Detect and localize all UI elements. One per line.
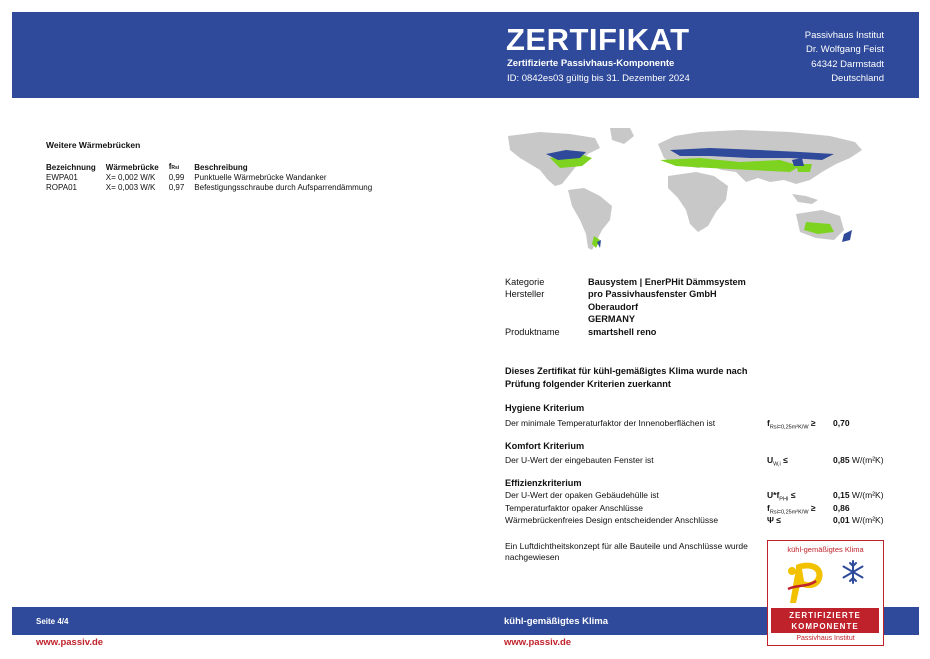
address-line: Deutschland (831, 72, 884, 84)
komfort-row (505, 455, 885, 467)
info-row-kategorie (505, 276, 746, 288)
info-row-produkt (505, 326, 746, 338)
criterion-symbol: $f_{Rsi=0,25m^2K/W}$ ≥ (767, 418, 816, 431)
cell-value: X= 0,003 W/K (105, 183, 156, 192)
info-value: Oberaudorf (588, 301, 639, 312)
seal-band (771, 608, 879, 633)
page-number: Seite 4/4 (36, 617, 69, 626)
thermal-bridges-table (46, 162, 382, 193)
info-label: Hersteller (505, 289, 545, 300)
info-row-hersteller-land (505, 313, 746, 325)
info-value: GERMANY (588, 314, 635, 325)
address-line: 64342 Darmstadt (811, 58, 884, 70)
certificate-title: ZERTIFIKAT (506, 22, 690, 57)
table-row (46, 183, 382, 193)
climate-world-map (500, 124, 872, 254)
hygiene-row (505, 418, 885, 430)
info-value: pro Passivhausfenster GmbH (588, 289, 717, 300)
criterion-desc: Der minimale Temperaturfaktor der Innenoberflächen ist (505, 418, 716, 428)
criterion-symbol: $f_{Rsi=0,25m^2K/W}$ ≥ (767, 503, 816, 516)
column-header: Wärmebrücke (105, 162, 159, 172)
criteria-section (505, 365, 885, 562)
column-header-sub: Rsi (171, 165, 180, 171)
cell-desc: Befestigungsschraube durch Aufsparrendämmung (194, 183, 373, 192)
efficiency-title: Effizienzkriterium (505, 478, 582, 488)
institute-address (805, 29, 884, 86)
efficiency-row-1 (505, 490, 885, 502)
criterion-desc: Temperaturfaktor opaker Anschlüsse (505, 503, 643, 513)
website-link-left[interactable]: www.passiv.de (36, 637, 104, 648)
product-info (505, 276, 746, 338)
column-header (169, 162, 195, 173)
cell-f: 0,97 (168, 183, 185, 192)
efficiency-row-2 (505, 503, 885, 515)
certification-seal (767, 540, 884, 646)
seal-institute: Passivhaus Institut (796, 635, 855, 642)
info-value: Bausystem | EnerPHit Dämmsystem (588, 277, 746, 287)
efficiency-row-3 (505, 515, 885, 527)
criterion-value: 0,01 W/(m²K) (833, 515, 884, 525)
certificate-subtitle: Zertifizierte Passivhaus-Komponente (507, 58, 675, 69)
table-header-row (46, 162, 382, 173)
info-label: Produktname (505, 326, 560, 337)
certificate-id: ID: 0842es03 gültig bis 31. Dezember 2024 (507, 73, 690, 84)
table-row (46, 173, 382, 183)
seal-band-line: ZERTIFIZIERTE (789, 611, 861, 620)
address-line: Passivhaus Institut (804, 30, 884, 41)
seal-band-line: KOMPONENTE (791, 622, 859, 631)
certificate-header (12, 12, 919, 98)
criterion-symbol: $U_{W,i}$ ≤ (767, 455, 788, 468)
airtightness-note: Ein Luftdichtheitskonzept für alle Bauteile und Anschlüsse wurde nachgewiesen (505, 541, 748, 562)
criterion-symbol: $U*f_{PHI}$ ≤ (767, 490, 796, 503)
criterion-symbol: Ψ ≤ (767, 515, 781, 525)
criterion-desc: Der U-Wert der eingebauten Fenster ist (505, 455, 654, 465)
snowflake-icon (840, 559, 866, 585)
criterion-desc: Wärmebrückenfreies Design entscheidender Anschlüsse (505, 515, 719, 525)
column-header: Bezeichnung (46, 162, 96, 172)
komfort-title: Komfort Kriterium (505, 441, 585, 451)
cell-desc: Punktuelle Wärmebrücke Wandanker (194, 173, 327, 182)
info-value: smartshell reno (588, 326, 657, 337)
info-label: Kategorie (505, 277, 545, 287)
thermal-bridges-title: Weitere Wärmebrücken (46, 140, 141, 150)
hygiene-title: Hygiene Kriterium (505, 403, 585, 413)
column-header-f: f (168, 162, 172, 171)
footer-climate: kühl-gemäßigtes Klima (504, 616, 608, 627)
address-line: Dr. Wolfgang Feist (806, 44, 884, 56)
info-row-hersteller (505, 288, 746, 300)
criterion-value: 0,85 W/(m²K) (833, 455, 884, 465)
seal-climate: kühl-gemäßigtes Klima (787, 545, 864, 554)
thermal-bridges-section (46, 140, 382, 193)
cell-f: 0,99 (168, 173, 185, 182)
criterion-value: 0,15 W/(m²K) (833, 490, 884, 500)
criterion-desc: Der U-Wert der opaken Gebäudehülle ist (505, 490, 659, 500)
criterion-value: 0,70 (833, 418, 850, 428)
info-row-hersteller-ort (505, 301, 746, 313)
website-link-right[interactable]: www.passiv.de (504, 637, 572, 648)
criteria-intro: Dieses Zertifikat für kühl-gemäßigtes Klima wurde nach Prüfung folgender Kriterien zuerkannt (505, 366, 748, 389)
passivhaus-logo-icon (786, 559, 828, 605)
cell-value: X= 0,002 W/K (105, 173, 156, 182)
criterion-value: 0,86 (833, 503, 850, 513)
column-header: Beschreibung (194, 162, 248, 172)
cell-name: EWPA01 (46, 173, 78, 182)
cell-name: ROPA01 (46, 183, 77, 192)
